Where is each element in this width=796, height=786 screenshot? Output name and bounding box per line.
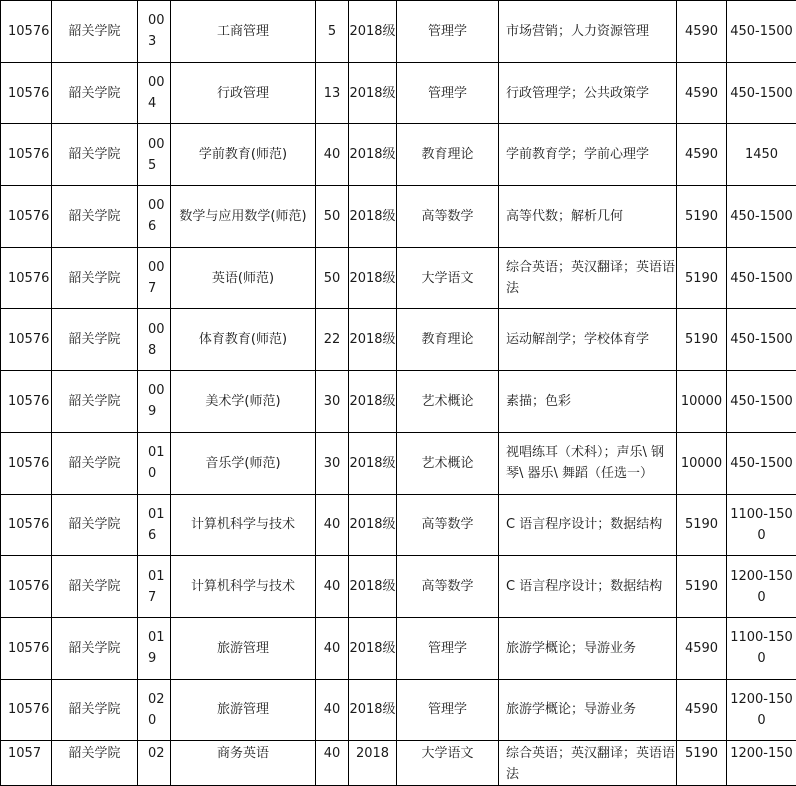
major-name-cell: 学前教育(师范): [171, 124, 316, 186]
fee-cell: 4590: [677, 679, 727, 741]
table-row: [1, 432, 796, 494]
grade-cell: 2018级: [349, 494, 397, 556]
grade-cell: 2018级: [349, 679, 397, 741]
plan-count-cell: 22: [316, 309, 349, 371]
range-cell: 1200-150: [727, 741, 796, 786]
courses-cell: 高等代数；解析几何: [499, 186, 677, 248]
exam-subject-cell: 管理学: [397, 617, 499, 679]
table-row: [1, 679, 796, 741]
table-row: [1, 741, 796, 786]
exam-subject-cell: 大学语文: [397, 247, 499, 309]
range-cell: 1200-1500: [727, 679, 796, 741]
table-row: [1, 124, 796, 186]
major-number-cell: 007: [138, 247, 171, 309]
grade-cell: 2018级: [349, 556, 397, 618]
school-name-cell: 韶关学院: [52, 432, 138, 494]
school-name-cell: 韶关学院: [52, 617, 138, 679]
exam-subject-cell: 大学语文: [397, 741, 499, 786]
table-row: [1, 1, 796, 63]
range-cell: 450-1500: [727, 186, 796, 248]
table-row: [1, 186, 796, 248]
major-name-cell: 体育教育(师范): [171, 309, 316, 371]
major-name-cell: 英语(师范): [171, 247, 316, 309]
range-cell: 1100-1500: [727, 494, 796, 556]
school-code-cell: 10576: [1, 247, 52, 309]
plan-count-cell: 50: [316, 186, 349, 248]
major-name-cell: 美术学(师范): [171, 371, 316, 433]
plan-count-cell: 13: [316, 62, 349, 124]
major-name-cell: 数学与应用数学(师范): [171, 186, 316, 248]
school-code-cell: 10576: [1, 556, 52, 618]
exam-subject-cell: 高等数学: [397, 186, 499, 248]
grade-cell: 2018级: [349, 309, 397, 371]
plan-count-cell: 40: [316, 679, 349, 741]
grade-cell: 2018级: [349, 1, 397, 63]
range-cell: 450-1500: [727, 62, 796, 124]
major-number-cell: 003: [138, 1, 171, 63]
exam-subject-cell: 管理学: [397, 1, 499, 63]
major-name-cell: 音乐学(师范): [171, 432, 316, 494]
grade-cell: 2018级: [349, 124, 397, 186]
range-cell: 1100-1500: [727, 617, 796, 679]
plan-count-cell: 40: [316, 124, 349, 186]
fee-cell: 5190: [677, 556, 727, 618]
plan-count-cell: 40: [316, 556, 349, 618]
exam-subject-cell: 高等数学: [397, 494, 499, 556]
school-code-cell: 10576: [1, 62, 52, 124]
range-cell: 450-1500: [727, 247, 796, 309]
school-code-cell: 10576: [1, 186, 52, 248]
grade-cell: 2018级: [349, 371, 397, 433]
courses-cell: 行政管理学；公共政策学: [499, 62, 677, 124]
major-number-cell: 004: [138, 62, 171, 124]
major-number-cell: 019: [138, 617, 171, 679]
table-row: [1, 617, 796, 679]
plan-count-cell: 30: [316, 432, 349, 494]
table-row: [1, 494, 796, 556]
major-name-cell: 工商管理: [171, 1, 316, 63]
school-code-cell: 10576: [1, 124, 52, 186]
school-name-cell: 韶关学院: [52, 62, 138, 124]
fee-cell: 4590: [677, 1, 727, 63]
exam-subject-cell: 管理学: [397, 62, 499, 124]
plan-count-cell: 40: [316, 741, 349, 786]
school-name-cell: 韶关学院: [52, 186, 138, 248]
exam-subject-cell: 教育理论: [397, 124, 499, 186]
courses-cell: 视唱练耳（术科）；声乐\ 钢琴\ 器乐\ 舞蹈（任选一）: [499, 432, 677, 494]
school-name-cell: 韶关学院: [52, 124, 138, 186]
fee-cell: 5190: [677, 741, 727, 786]
school-name-cell: 韶关学院: [52, 1, 138, 63]
major-number-cell: 006: [138, 186, 171, 248]
fee-cell: 10000: [677, 371, 727, 433]
range-cell: 1200-1500: [727, 556, 796, 618]
major-name-cell: 旅游管理: [171, 679, 316, 741]
school-code-cell: 10576: [1, 1, 52, 63]
major-number-cell: 009: [138, 371, 171, 433]
major-number-cell: 005: [138, 124, 171, 186]
courses-cell: 素描；色彩: [499, 371, 677, 433]
major-name-cell: 旅游管理: [171, 617, 316, 679]
plan-count-cell: 40: [316, 617, 349, 679]
plan-count-cell: 40: [316, 494, 349, 556]
range-cell: 450-1500: [727, 371, 796, 433]
grade-cell: 2018级: [349, 617, 397, 679]
grade-cell: 2018: [349, 741, 397, 786]
school-code-cell: 10576: [1, 309, 52, 371]
fee-cell: 4590: [677, 617, 727, 679]
major-number-cell: 02: [138, 741, 171, 786]
school-code-cell: 10576: [1, 617, 52, 679]
major-number-cell: 008: [138, 309, 171, 371]
range-cell: 450-1500: [727, 432, 796, 494]
table-row: [1, 62, 796, 124]
table-row: [1, 247, 796, 309]
major-number-cell: 020: [138, 679, 171, 741]
school-name-cell: 韶关学院: [52, 741, 138, 786]
grade-cell: 2018级: [349, 186, 397, 248]
school-name-cell: 韶关学院: [52, 679, 138, 741]
major-number-cell: 010: [138, 432, 171, 494]
major-name-cell: 行政管理: [171, 62, 316, 124]
exam-subject-cell: 管理学: [397, 679, 499, 741]
table-body: [1, 1, 796, 786]
major-number-cell: 017: [138, 556, 171, 618]
major-number-cell: 016: [138, 494, 171, 556]
fee-cell: 5190: [677, 247, 727, 309]
fee-cell: 4590: [677, 124, 727, 186]
fee-cell: 5190: [677, 309, 727, 371]
range-cell: 450-1500: [727, 1, 796, 63]
table-row: [1, 371, 796, 433]
school-code-cell: 10576: [1, 494, 52, 556]
exam-subject-cell: 艺术概论: [397, 432, 499, 494]
fee-cell: 4590: [677, 62, 727, 124]
range-cell: 1450: [727, 124, 796, 186]
grade-cell: 2018级: [349, 432, 397, 494]
courses-cell: 运动解剖学；学校体育学: [499, 309, 677, 371]
school-name-cell: 韶关学院: [52, 556, 138, 618]
fee-cell: 5190: [677, 186, 727, 248]
courses-cell: 旅游学概论；导游业务: [499, 679, 677, 741]
fee-cell: 10000: [677, 432, 727, 494]
school-name-cell: 韶关学院: [52, 247, 138, 309]
grade-cell: 2018级: [349, 247, 397, 309]
school-name-cell: 韶关学院: [52, 309, 138, 371]
school-code-cell: 10576: [1, 432, 52, 494]
plan-count-cell: 50: [316, 247, 349, 309]
courses-cell: 旅游学概论；导游业务: [499, 617, 677, 679]
school-name-cell: 韶关学院: [52, 371, 138, 433]
table-row: [1, 556, 796, 618]
courses-cell: 综合英语；英汉翻译；英语语法: [499, 741, 677, 786]
school-code-cell: 1057: [1, 741, 52, 786]
courses-cell: C 语言程序设计；数据结构: [499, 494, 677, 556]
school-code-cell: 10576: [1, 371, 52, 433]
fee-cell: 5190: [677, 494, 727, 556]
exam-subject-cell: 教育理论: [397, 309, 499, 371]
school-code-cell: 10576: [1, 679, 52, 741]
major-name-cell: 计算机科学与技术: [171, 494, 316, 556]
major-name-cell: 计算机科学与技术: [171, 556, 316, 618]
courses-cell: C 语言程序设计；数据结构: [499, 556, 677, 618]
school-name-cell: 韶关学院: [52, 494, 138, 556]
range-cell: 450-1500: [727, 309, 796, 371]
courses-cell: 学前教育学；学前心理学: [499, 124, 677, 186]
plan-count-cell: 5: [316, 1, 349, 63]
courses-cell: 市场营销；人力资源管理: [499, 1, 677, 63]
major-name-cell: 商务英语: [171, 741, 316, 786]
grade-cell: 2018级: [349, 62, 397, 124]
courses-cell: 综合英语；英汉翻译；英语语法: [499, 247, 677, 309]
exam-subject-cell: 艺术概论: [397, 371, 499, 433]
exam-subject-cell: 高等数学: [397, 556, 499, 618]
table-row: [1, 309, 796, 371]
plan-count-cell: 30: [316, 371, 349, 433]
